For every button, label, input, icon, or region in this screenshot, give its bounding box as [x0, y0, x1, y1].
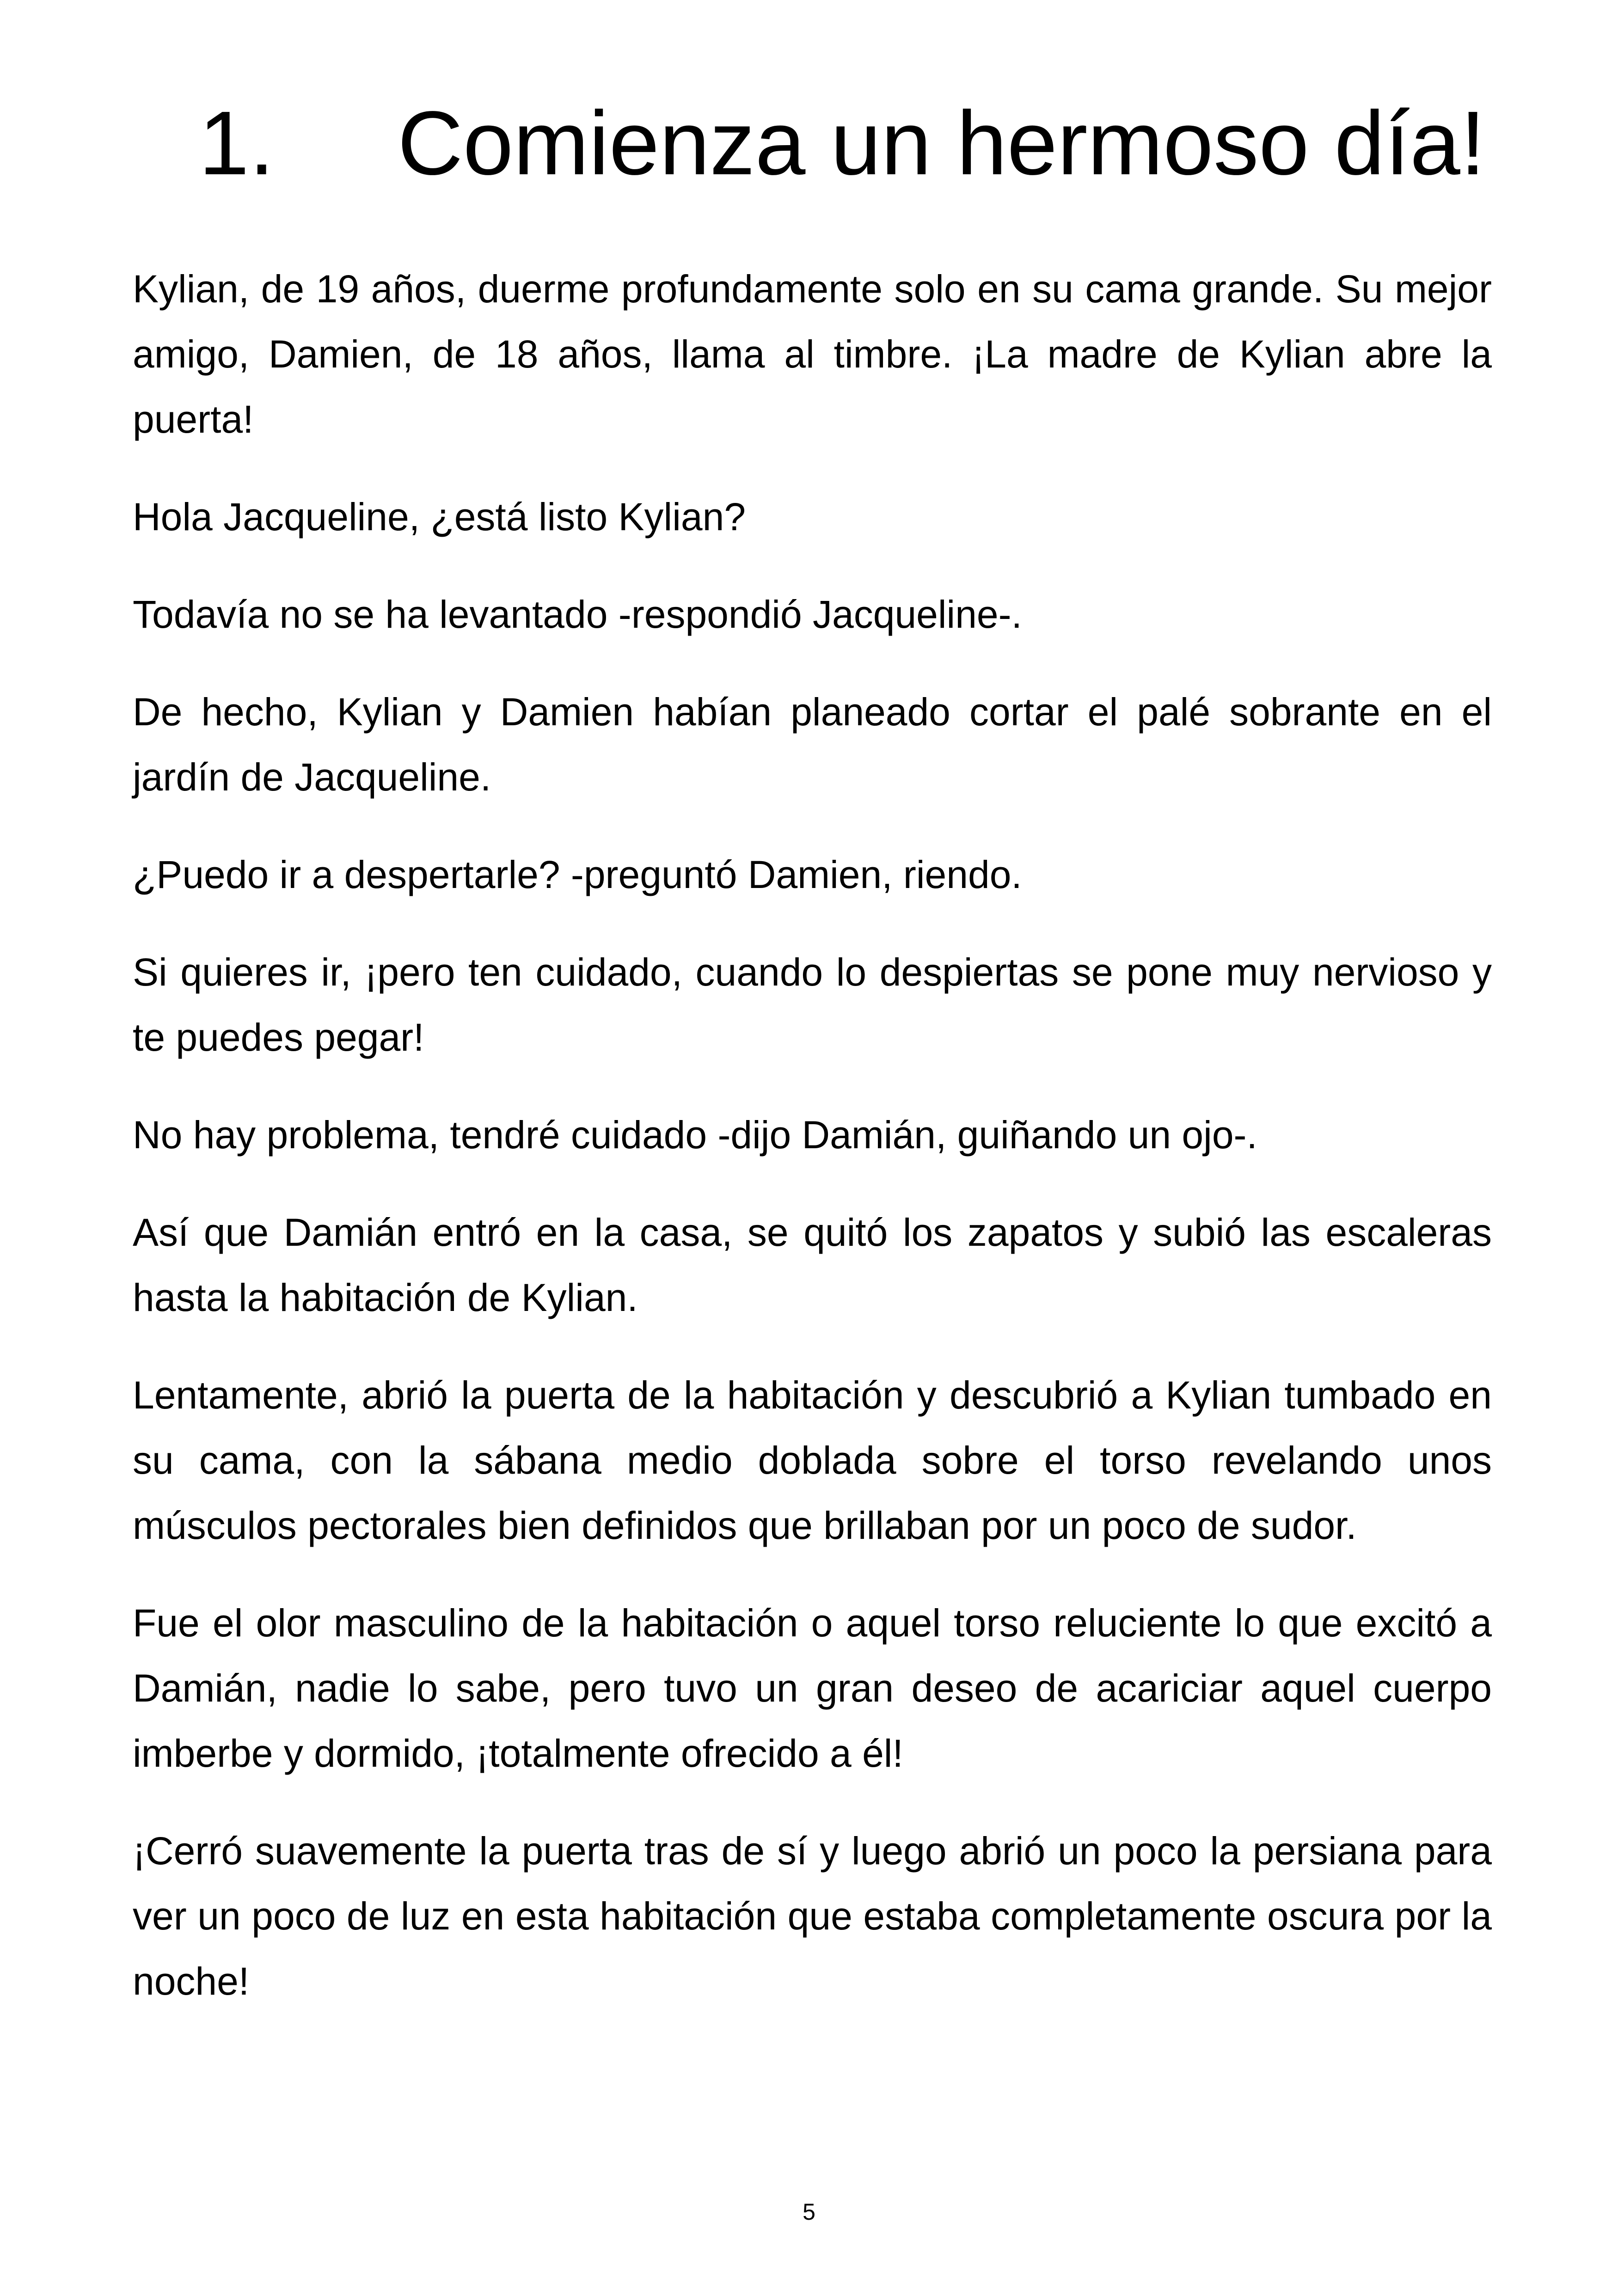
paragraph-4: De hecho, Kylian y Damien habían planeado cortar el palé sobrante en el jardín de Jacqueline. — [133, 690, 1492, 799]
chapter-title: Comienza un hermoso día! — [398, 92, 1486, 194]
paragraph-2: Hola Jacqueline, ¿está listo Kylian? — [133, 495, 746, 539]
page-number: 5 — [803, 2199, 815, 2225]
paragraph-6: Si quieres ir, ¡pero ten cuidado, cuando lo despiertas se pone muy nervioso y te puedes pegar! — [133, 950, 1492, 1059]
paragraph-9: Lentamente, abrió la puerta de la habitación y descubrió a Kylian tumbado en su cama, con la sábana medio doblada sobre el torso revelando unos músculos pectorales bien definidos que brillaban por un poco de sudor. — [133, 1373, 1492, 1547]
chapter-number: 1. — [199, 92, 275, 194]
paragraph-1: Kylian, de 19 años, duerme profundamente solo en su cama grande. Su mejor amigo, Damien, de 18 años, llama al timbre. ¡La madre de Kylian abre la puerta! — [133, 267, 1492, 441]
paragraph-10: Fue el olor masculino de la habitación o aquel torso reluciente lo que excitó a Damián, nadie lo sabe, pero tuvo un gran deseo de acariciar aquel cuerpo imberbe y dormido, ¡totalmente ofrecido a él! — [133, 1601, 1492, 1775]
body-text — [133, 257, 1492, 2046]
paragraph-8: Así que Damián entró en la casa, se quitó los zapatos y subió las escaleras hasta la habitación de Kylian. — [133, 1211, 1492, 1319]
paragraph-3: Todavía no se ha levantado -respondió Jacqueline-. — [133, 593, 1022, 636]
paragraph-11: ¡Cerró suavemente la puerta tras de sí y luego abrió un poco la persiana para ver un poco de luz en esta habitación que estaba completamente oscura por la noche! — [133, 1829, 1492, 2003]
paragraph-5: ¿Puedo ir a despertarle? -preguntó Damien, riendo. — [133, 853, 1022, 896]
chapter-heading — [199, 88, 1516, 199]
paragraph-7: No hay problema, tendré cuidado -dijo Damián, guiñando un ojo-. — [133, 1113, 1257, 1157]
